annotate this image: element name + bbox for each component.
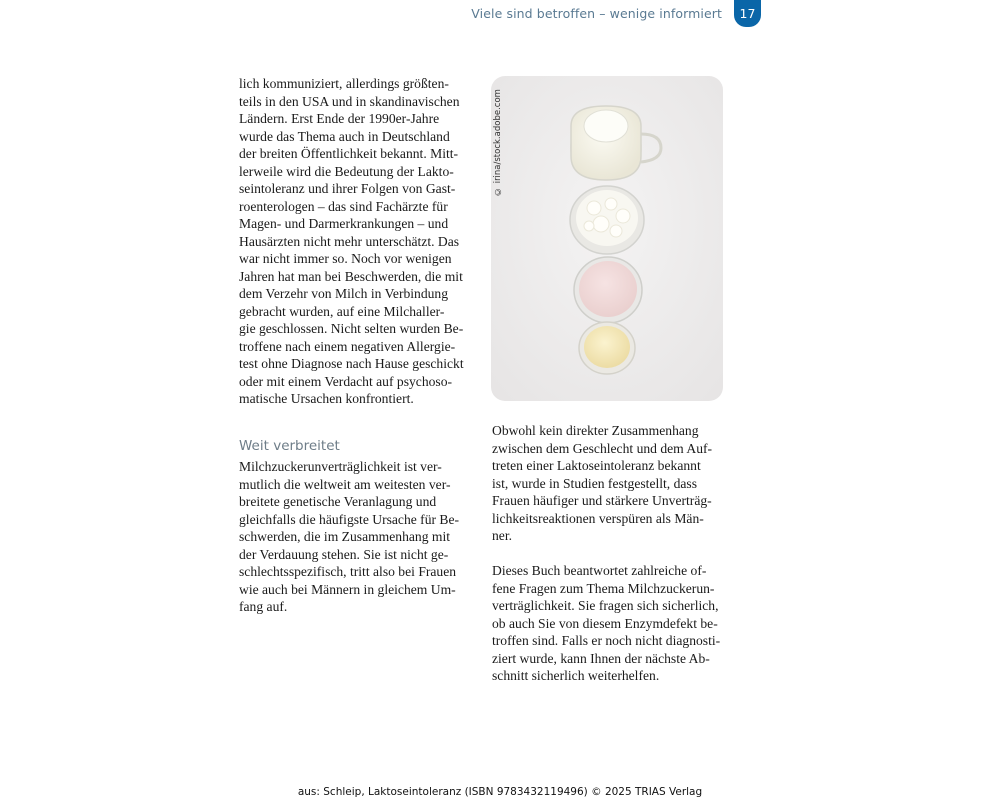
- left-column-top: [239, 75, 469, 408]
- body-paragraph: Milchzuckerunverträglichkeit ist ver- mutlich die weltweit am weitesten ver- breitete genetische Veranlagung und gleichfalls die häufigste Ursache für Be- schwerden, die im Zusammenhang mit der Verdauung stehen. Sie ist nicht ge- schlechtsspezifisch, tritt also bei Frauen wie auch bei Männern in gleichem Um- fang auf.: [239, 459, 460, 614]
- cottage-cheese-bowl: [570, 186, 644, 254]
- source-footer: aus: Schleip, Laktoseintoleranz (ISBN 9783432119496) © 2025 TRIAS Verlag: [297, 786, 703, 798]
- butter-bowl: [579, 322, 635, 374]
- section-heading: Weit verbreitet: [239, 438, 340, 454]
- running-head: Viele sind betroffen – wenige informiert: [471, 6, 722, 21]
- left-column-bottom: [239, 458, 469, 616]
- dairy-photo-illustration: [491, 76, 723, 401]
- body-paragraph: Obwohl kein direkter Zusammenhang zwischen dem Geschlecht und dem Auf- treten einer Laktoseintoleranz bekannt ist, wurde in Studien festgestellt, dass Frauen häufiger und stärkere Unverträg- lichkeitsreaktionen verspüren als Män- ner.: [492, 423, 713, 543]
- image-credit: © irina/stock.adobe.com: [493, 89, 503, 196]
- right-column-text-2: [492, 562, 727, 685]
- yogurt-glass: [574, 257, 642, 323]
- body-paragraph: lich kommuniziert, allerdings größten- teils in den USA und in skandinavischen Ländern. Erst Ende der 1990er-Jahre wurde das Thema auch in Deutschland der breiten Öffentlichkeit bekannt. Mitt- lerweile wird die Bedeutung der Lakto- seintoleranz und ihrer Folgen von Gast- roenterologen – das sind Fachärzte für Magen- und Darmerkrankungen – und Hausärzten nicht mehr unterschätzt. Das war nicht immer so. Noch vor wenigen Jahren hat man bei Beschwerden, die mit dem Verzehr von Milch in Verbindung gebracht wurden, auf eine Milchaller- gie geschlossen. Nicht selten wurden Be- troffene nach einem negativen Allergie- test ohne Diagnose nach Hause geschickt oder mit einem Verdacht auf psychoso- matische Ursachen konfrontiert.: [239, 76, 464, 406]
- right-column-text-1: [492, 422, 727, 545]
- body-paragraph: Dieses Buch beantwortet zahlreiche of- fene Fragen zum Thema Milchzuckerun- verträglichkeit. Sie fragen sich sicherlich, ob auch Sie von diesem Enzymdefekt be- troffen sind. Falls er noch nicht diagnosti- ziert wurde, kann Ihnen der nächste Ab- schnitt sicherlich weiterhelfen.: [492, 563, 721, 683]
- page-number-badge: 17: [734, 0, 761, 27]
- dairy-photo: [491, 76, 723, 401]
